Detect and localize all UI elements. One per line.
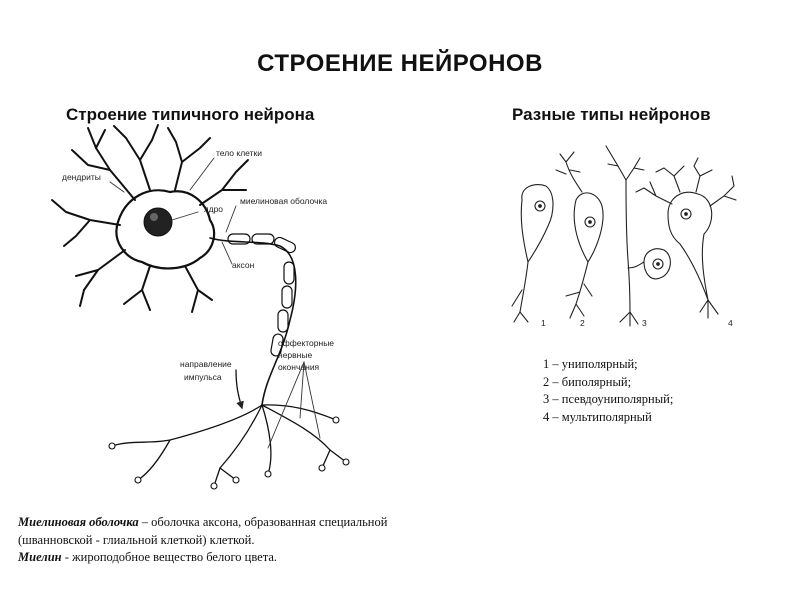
page-title: СТРОЕНИЕ НЕЙРОНОВ — [257, 50, 543, 77]
myelin-sheath-definition — [18, 514, 418, 549]
type-number-4: 4 — [728, 318, 733, 328]
dendrites-label: дендриты — [62, 172, 101, 182]
myelin-text: - жироподобное вещество белого цвета. — [61, 550, 278, 564]
nucleus-label: ядро — [204, 204, 224, 214]
legend-item-bipolar: 2 – биполярный; — [543, 374, 632, 389]
legend-item-pseudounipolar: 3 – псевдоуниполярный; — [543, 392, 674, 406]
effector-label-line3: окончания — [278, 362, 320, 372]
legend-item-unipolar: 1 – униполярный; — [543, 357, 638, 371]
neuron-types-subtitle: Разные типы нейронов — [512, 105, 711, 124]
myelin-caption — [18, 514, 418, 567]
nucleus — [144, 208, 172, 236]
axon-terminals — [112, 405, 346, 486]
myelin-term: Миелин — [18, 550, 62, 564]
legend-item-multipolar: 4 – мультиполярный — [543, 409, 652, 424]
axon-label: аксон — [232, 260, 255, 270]
myelin-label: миелиновая оболочка — [240, 196, 328, 206]
effector-label-line1: оффекторные — [278, 338, 335, 348]
effector-label-line2: нервные — [278, 350, 313, 360]
unipolar-neuron — [512, 185, 553, 322]
direction-label-line1: направление — [180, 359, 232, 369]
direction-label-line2: импульса — [184, 372, 222, 382]
terminal-knobs — [109, 417, 349, 489]
myelin-definition — [18, 549, 418, 567]
myelin-sheath-text: – оболочка аксона, образованная специальной (шванновской - глиальной клеткой) клеткой. — [18, 515, 388, 547]
type-number-3: 3 — [642, 318, 647, 328]
neuron-types-legend — [543, 356, 673, 426]
multipolar-neuron — [636, 158, 736, 318]
myelin-sheath-term: Миелиновая оболочка — [18, 515, 139, 529]
bipolar-neuron — [556, 152, 603, 318]
neuron-types-illustration — [512, 146, 736, 326]
impulse-direction-arrow — [236, 370, 242, 408]
pseudounipolar-neuron — [606, 146, 670, 326]
typical-neuron-subtitle: Строение типичного нейрона — [66, 105, 315, 124]
type-number-2: 2 — [580, 318, 585, 328]
cell-body-label: тело клетки — [216, 148, 262, 158]
type-number-1: 1 — [541, 318, 546, 328]
